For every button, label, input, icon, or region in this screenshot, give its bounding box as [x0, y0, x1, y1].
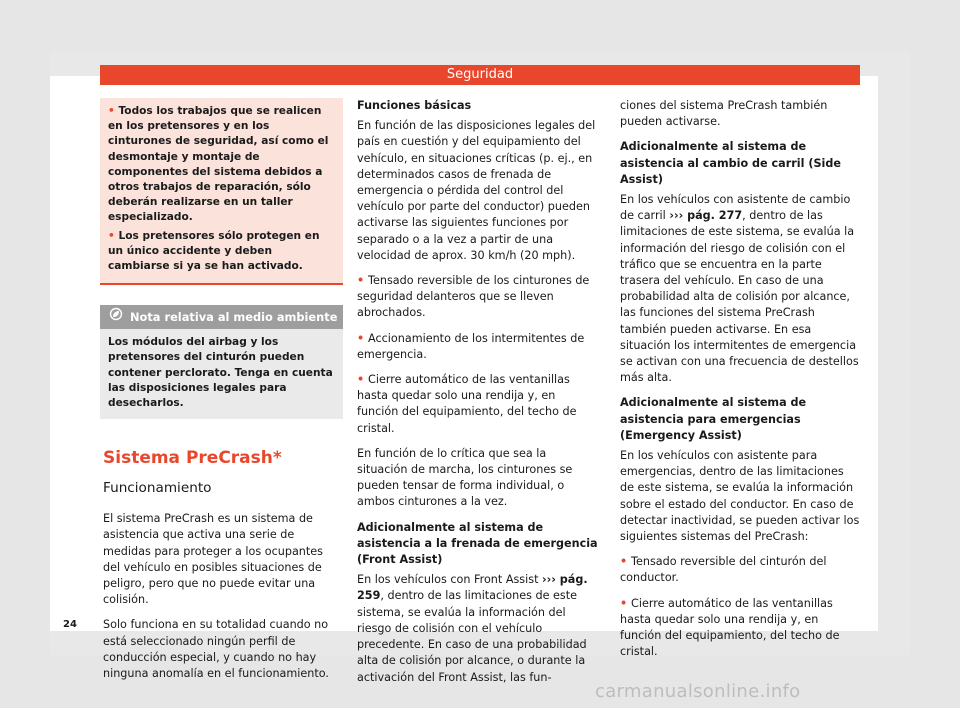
subsection-title: Funcionamiento: [103, 480, 212, 497]
column-middle: [357, 98, 600, 695]
warning-item: • Los pretensores sólo protegen en un único accidente y deben cambiarse si ya se han activado.: [108, 229, 335, 275]
heading-emergency-assist: Adicionalmente al sistema de asistencia para emergencias (Emergency Assist): [620, 396, 807, 442]
environment-note-title: Nota relativa al medio ambiente: [130, 310, 338, 325]
list-item: • Tensado reversible del cinturón del conductor.: [620, 554, 860, 586]
paragraph: Solo funciona en su totalidad cuando no está seleccionado ningún perfil de conducción especial, y cuando no hay ninguna anomalía en el funcionamiento.: [103, 618, 329, 681]
chapter-header: Seguridad: [100, 65, 860, 85]
list-item: • Accionamiento de los intermitentes de emergencia.: [357, 331, 600, 363]
list-item: • Cierre automático de las ventanillas hasta quedar solo una rendija y, en función del equipamiento, del techo de cristal.: [357, 372, 600, 437]
paragraph: En los vehículos con asistente para emergencias, dentro de las limitaciones de este sistema, se evalúa la información sobre el estado del conductor. En caso de detectar inactividad, se pueden activar los siguientes sistemas del PreCrash:: [620, 449, 860, 544]
environment-note-body: Los módulos del airbag y los pretensores del cinturón pueden contener perclorato. Tenga en cuenta las disposiciones legales para desecharlos.: [108, 336, 333, 410]
warning-box: [100, 98, 343, 285]
paragraph: En función de lo crítica que sea la situación de marcha, los cinturones se pueden tensar de forma individual, o ambos cinturones a la vez.: [357, 446, 573, 509]
list-item: • Tensado reversible de los cinturones de seguridad delanteros que se lleven abrochados.: [357, 273, 600, 322]
section-title: Sistema PreCrash*: [103, 448, 282, 469]
paragraph: ciones del sistema PreCrash también pueden activarse.: [620, 99, 828, 129]
warning-item: • Todos los trabajos que se realicen en los pretensores y en los cinturones de seguridad, así como el desmontaje y montaje de componentes del sistema debidos a otros trabajos de reparación, sólo deberán realizarse en un taller especializado.: [108, 104, 335, 226]
page-number: 24: [63, 619, 77, 630]
paragraph: En función de las disposiciones legales del país en cuestión y del equipamiento del vehículo, en situaciones críticas (p. ej., en determinados casos de frenada de emergencia o pérdida del control del vehículo por parte del conductor) pueden activarse las siguientes funciones por separado o a la vez a partir de una velocidad de aprox. 30 km/h (20 mph).: [357, 119, 596, 262]
page-reference-link[interactable]: ››› pág. 259: [357, 573, 588, 603]
page-reference-link[interactable]: ››› pág. 277: [669, 209, 743, 223]
paragraph-side-assist: En los vehículos con asistente de cambio de carril ››› pág. 277, dentro de las limitaciones de este sistema, se evalúa la información del riesgo de colisión con el tráfico que se encuentra en la parte trasera del vehículo. En caso de una probabilidad alta de colisión por alcance, las funciones del sistema PreCrash también pueden activarse. En esa situación los intermitentes de emergencia se activan con una frecuencia de destellos más alta.: [620, 193, 859, 385]
heading-front-assist: Adicionalmente al sistema de asistencia a la frenada de emergencia (Front Assist): [357, 520, 598, 567]
leaf-icon: [108, 305, 124, 329]
heading-side-assist: Adicionalmente al sistema de asistencia al cambio de carril (Side Assist): [620, 140, 841, 186]
heading-basic-functions: Funciones básicas: [357, 99, 472, 112]
watermark: carmanualsonline.info: [595, 681, 801, 702]
list-item: • Cierre automático de las ventanillas hasta quedar solo una rendija y, en función del equipamiento, del techo de cristal.: [620, 596, 860, 661]
environment-note-header: [100, 305, 343, 329]
column-right: [620, 98, 860, 670]
paragraph-front-assist: En los vehículos con Front Assist ››› pág. 259, dentro de las limitaciones de este sistema, se evalúa la información del riesgo de colisión con el vehículo precedente. En caso de una probabilidad alta de colisión por alcance, o durante la activación del Front Assist, las fun-: [357, 573, 588, 684]
paragraph: El sistema PreCrash es un sistema de asistencia que activa una serie de medidas para proteger a los ocupantes del vehículo en posibles situaciones de peligro, pero que no puede evitar una colisión.: [103, 512, 323, 607]
environment-note: [100, 305, 343, 419]
column-left: [103, 98, 343, 691]
